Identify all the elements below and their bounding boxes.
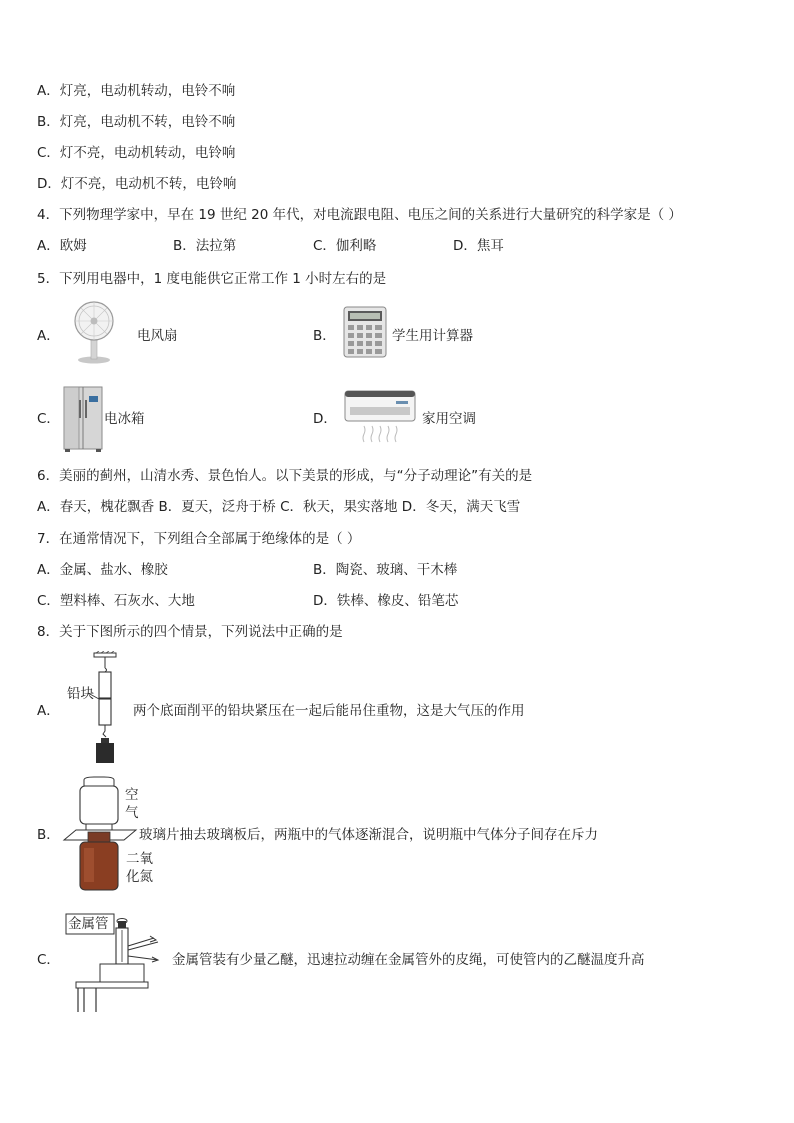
q8-c-label: 金属管 <box>68 916 109 932</box>
q3-option-d: D．灯不亮，电动机不转，电铃响 <box>37 176 237 192</box>
q4-option-d: D．焦耳 <box>453 238 504 254</box>
q5-option-d-text: 家用空调 <box>422 411 476 427</box>
q6-stem: 6．美丽的蓟州，山清水秀、景色怡人。以下美景的形成，与“分子动理论”有关的是 <box>37 468 533 484</box>
fan-icon <box>66 300 126 364</box>
q8-option-c-letter: C． <box>37 952 60 968</box>
q8-option-a-letter: A． <box>37 703 60 719</box>
q4-option-a: A．欧姆 <box>37 238 87 254</box>
q8-a-label: 铅块 <box>67 686 94 702</box>
q3-option-c: C．灯不亮，电动机转动，电铃响 <box>37 145 236 161</box>
q4-option-c: C．伽利略 <box>313 238 377 254</box>
q5-option-b-letter: B． <box>313 328 336 344</box>
q5-option-c-text: 电冰箱 <box>104 411 145 427</box>
air-conditioner-icon <box>344 390 416 450</box>
q5-option-a-letter: A． <box>37 328 60 344</box>
q7-option-a: A．金属、盐水、橡胶 <box>37 562 168 578</box>
q7-stem: 7．在通常情况下，下列组合全部属于绝缘体的是（ ） <box>37 531 361 547</box>
q4-stem: 4．下列物理学家中，早在 19 世纪 20 年代，对电流跟电阻、电压之间的关系进行大量研究的科学家是（ ） <box>37 207 682 223</box>
q5-option-b-text: 学生用计算器 <box>392 328 473 344</box>
q5-option-c-letter: C． <box>37 411 60 427</box>
q5-option-a-text: 电风扇 <box>137 328 178 344</box>
q7-option-d: D．铁棒、橡皮、铅笔芯 <box>313 593 459 609</box>
q8-option-b-text: 玻璃片抽去玻璃板后，两瓶中的气体逐渐混合，说明瓶中气体分子间存在斥力 <box>139 827 598 843</box>
q7-option-c: C．塑料棒、石灰水、大地 <box>37 593 195 609</box>
q6-options: A．春天，槐花飘香 B．夏天，泛舟于桥 C．秋天，果实落地 D．冬天，满天飞雪 <box>37 499 521 515</box>
q7-option-b: B．陶瓷、玻璃、干木棒 <box>313 562 458 578</box>
q4-option-b: B．法拉第 <box>173 238 237 254</box>
q5-stem: 5．下列用电器中，1 度电能供它正常工作 1 小时左右的是 <box>37 271 387 287</box>
calculator-icon <box>343 306 387 358</box>
q8-b-label-air-2: 气 <box>125 805 139 821</box>
q8-b-label-no2-1: 二氧 <box>126 851 153 867</box>
q3-option-a: A．灯亮，电动机转动，电铃不响 <box>37 83 236 99</box>
refrigerator-icon <box>63 386 103 452</box>
q8-b-label-air-1: 空 <box>125 787 139 803</box>
q5-option-d-letter: D． <box>313 411 337 427</box>
q8-b-label-no2-2: 化氮 <box>126 869 153 885</box>
q8-option-a-text: 两个底面削平的铅块紧压在一起后能吊住重物，这是大气压的作用 <box>133 703 525 719</box>
q8-stem: 8．关于下图所示的四个情景，下列说法中正确的是 <box>37 624 343 640</box>
q8-option-b-letter: B． <box>37 827 60 843</box>
q8-option-c-text: 金属管装有少量乙醚，迅速拉动缠在金属管外的皮绳，可使管内的乙醚温度升高 <box>172 952 645 968</box>
lead-blocks-diagram <box>66 651 126 765</box>
q3-option-b: B．灯亮，电动机不转，电铃不响 <box>37 114 236 130</box>
